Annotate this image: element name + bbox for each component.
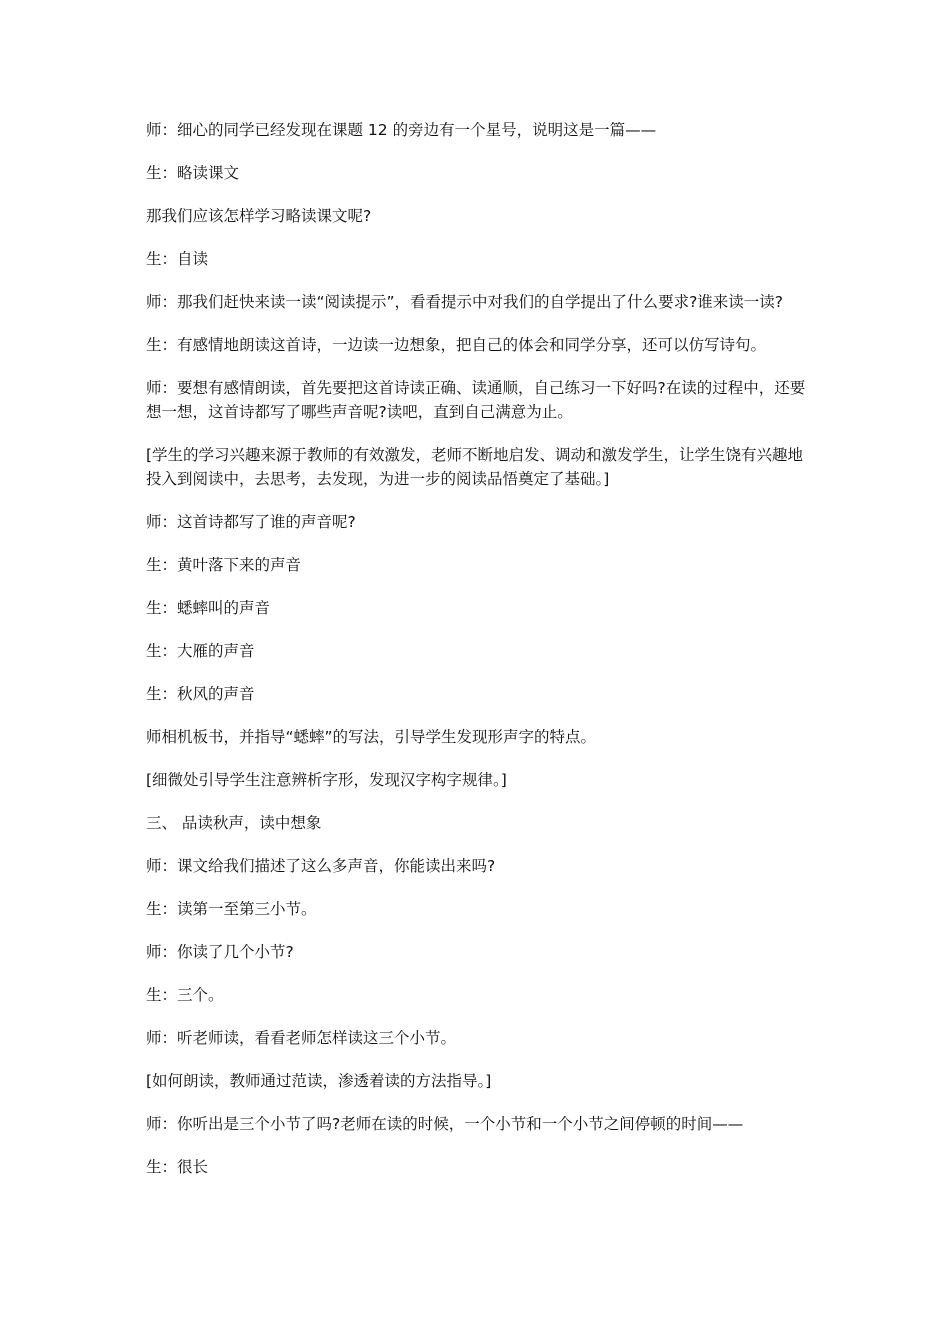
paragraph: 生：读第一至第三小节。	[146, 900, 317, 918]
annotation-paragraph: [如何朗读，教师通过范读，渗透着读的方法指导。]	[146, 1072, 492, 1090]
paragraph: 师：你听出是三个小节了吗?老师在读的时候，一个小节和一个小节之间停顿的时间——	[146, 1115, 744, 1133]
paragraph: 那我们应该怎样学习略读课文呢?	[146, 207, 372, 225]
paragraph: 师相机板书，并指导“蟋蟀”的写法，引导学生发现形声字的特点。	[146, 728, 597, 746]
paragraph: 师：这首诗都写了谁的声音呢?	[146, 513, 356, 531]
paragraph: 生：黄叶落下来的声音	[146, 556, 302, 574]
paragraph: 师：课文给我们描述了这么多声音，你能读出来吗?	[146, 857, 496, 875]
paragraph: 生：大雁的声音	[146, 642, 255, 660]
paragraph: 师：你读了几个小节?	[146, 943, 294, 961]
paragraph: 生：蟋蟀叫的声音	[146, 599, 271, 617]
paragraph: 生：自读	[146, 250, 209, 268]
paragraph: 生：有感情地朗读这首诗，一边读一边想象，把自己的体会和同学分享，还可以仿写诗句。	[146, 336, 767, 354]
paragraph: 师：那我们赶快来读一读“阅读提示”，看看提示中对我们的自学提出了什么要求?谁来读一读?	[146, 293, 784, 311]
paragraph: 师：听老师读，看看老师怎样读这三个小节。	[146, 1029, 457, 1047]
paragraph: 师：要想有感情朗读，首先要把这首诗读正确、读通顺，自己练习一下好吗?在读的过程中，还要想一想，这首诗都写了哪些声音呢?读吧，直到自己满意为止。	[146, 379, 806, 421]
annotation-paragraph: [学生的学习兴趣来源于教师的有效激发，老师不断地启发、调动和激发学生，让学生饶有兴趣地投入到阅读中，去思考，去发现，为进一步的阅读品悟奠定了基础。]	[146, 446, 804, 488]
section-heading: 三、 品读秋声，读中想象	[146, 814, 322, 832]
paragraph: 生：秋风的声音	[146, 685, 255, 703]
paragraph: 生：略读课文	[146, 164, 240, 182]
paragraph: 生：三个。	[146, 986, 224, 1004]
paragraph: 师：细心的同学已经发现在课题 12 的旁边有一个星号，说明这是一篇——	[146, 121, 657, 139]
document-body	[146, 118, 812, 1198]
paragraph: 生：很长	[146, 1158, 209, 1176]
annotation-paragraph: [细微处引导学生注意辨析字形，发现汉字构字规律。]	[146, 771, 507, 789]
